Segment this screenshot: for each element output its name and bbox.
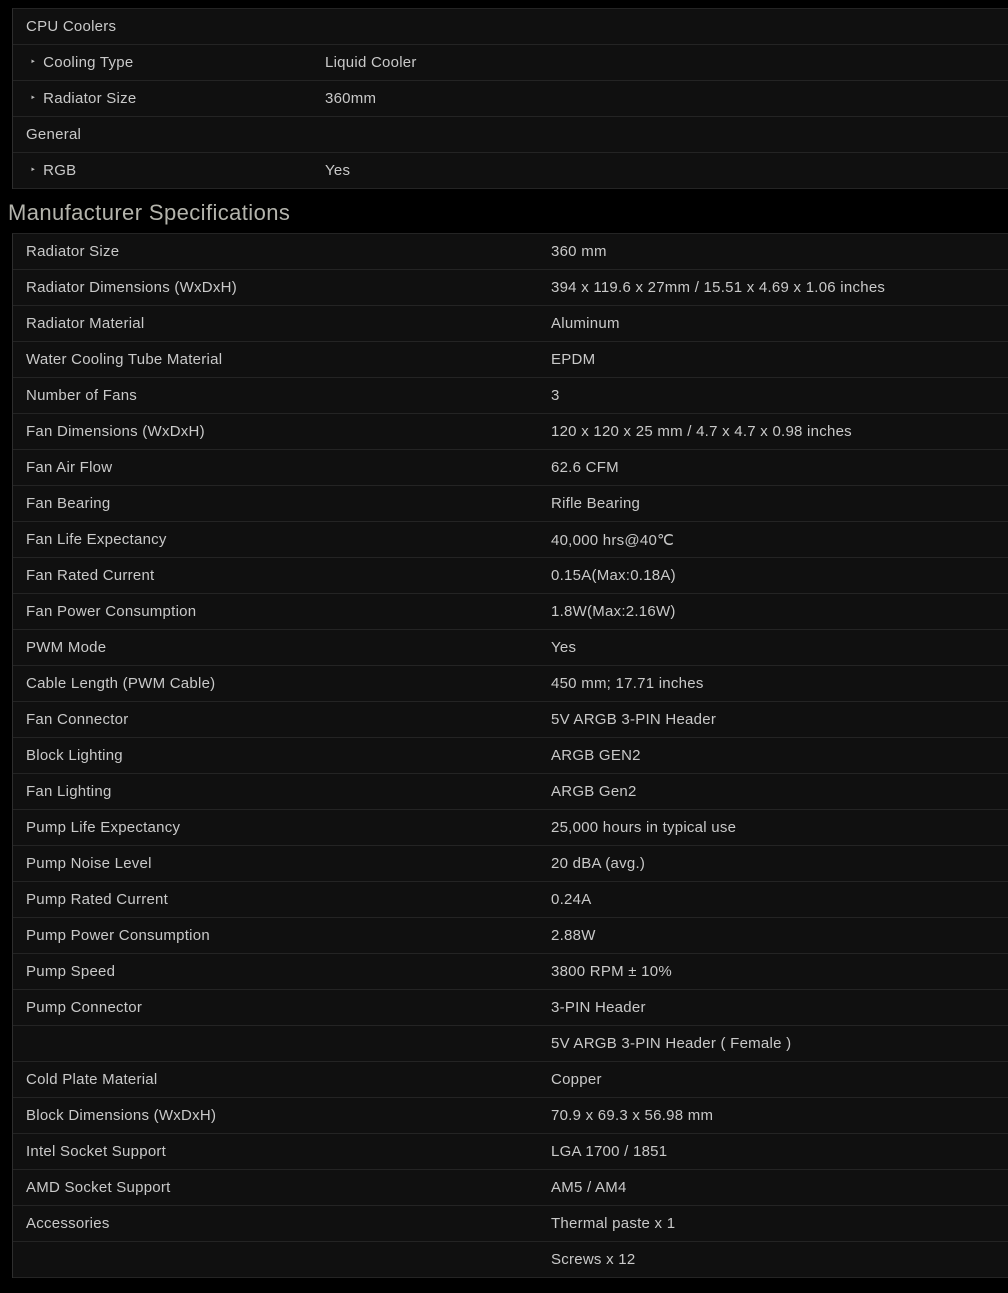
spec-row — [13, 558, 1008, 594]
attribute-row — [13, 153, 1008, 189]
spec-value: 3800 RPM ± 10% — [551, 963, 672, 980]
spec-row — [13, 810, 1008, 846]
attribute-label-cell — [13, 18, 116, 35]
spec-value: 3-PIN Header — [551, 999, 646, 1016]
spec-value: Yes — [551, 639, 577, 656]
spec-label: Block Lighting — [26, 747, 123, 764]
spec-value: 5V ARGB 3-PIN Header — [551, 711, 717, 728]
attribute-label-cell — [13, 90, 325, 107]
attribute-value: Yes — [325, 162, 351, 179]
spec-value: 20 dBA (avg.) — [551, 855, 646, 872]
spec-row — [13, 666, 1008, 702]
spec-row — [13, 738, 1008, 774]
spec-label: Intel Socket Support — [26, 1143, 167, 1160]
spec-row — [13, 846, 1008, 882]
spec-row — [13, 918, 1008, 954]
spec-value: Thermal paste x 1 — [551, 1215, 676, 1232]
spec-label: Radiator Size — [26, 243, 120, 260]
spec-value: 62.6 CFM — [551, 459, 619, 476]
spec-label: AMD Socket Support — [26, 1179, 171, 1196]
spec-row — [13, 378, 1008, 414]
spec-value: Screws x 12 — [551, 1251, 636, 1268]
product-attributes-table — [12, 8, 1008, 189]
bullet-arrow-icon: ‣ — [30, 92, 37, 104]
spec-value: 5V ARGB 3-PIN Header ( Female ) — [551, 1035, 792, 1052]
spec-label: Fan Lighting — [26, 783, 112, 800]
manufacturer-specifications-heading: Manufacturer Specifications — [8, 200, 291, 225]
spec-label: Pump Noise Level — [26, 855, 152, 872]
spec-label: Fan Life Expectancy — [26, 531, 167, 548]
spec-row — [13, 1242, 1008, 1278]
spec-value: 0.15A(Max:0.18A) — [551, 567, 676, 584]
attribute-row — [13, 9, 1008, 45]
attribute-label: CPU Coolers — [26, 18, 117, 35]
attribute-value: 360mm — [325, 90, 377, 107]
spec-value: LGA 1700 / 1851 — [551, 1143, 668, 1160]
spec-label: Fan Power Consumption — [26, 603, 197, 620]
spec-row — [13, 270, 1008, 306]
manufacturer-specifications-table — [12, 233, 1008, 1278]
bullet-arrow-icon: ‣ — [30, 56, 37, 68]
spec-row — [13, 414, 1008, 450]
spec-label: Pump Connector — [26, 999, 143, 1016]
spec-value: EPDM — [551, 351, 596, 368]
spec-label: Radiator Material — [26, 315, 145, 332]
spec-value: 3 — [551, 387, 560, 404]
spec-row — [13, 954, 1008, 990]
spec-value: Aluminum — [551, 315, 620, 332]
spec-label: Pump Rated Current — [26, 891, 169, 908]
spec-value: 394 x 119.6 x 27mm / 15.51 x 4.69 x 1.06 inches — [551, 279, 886, 296]
attribute-value: Liquid Cooler — [325, 54, 417, 71]
spec-label: PWM Mode — [26, 639, 107, 656]
spec-row — [13, 1098, 1008, 1134]
spec-value: Copper — [551, 1071, 602, 1088]
spec-label: Water Cooling Tube Material — [26, 351, 223, 368]
spec-label: Pump Life Expectancy — [26, 819, 181, 836]
spec-label: Fan Connector — [26, 711, 129, 728]
attribute-label: Cooling Type — [43, 54, 134, 71]
attribute-row — [13, 117, 1008, 153]
spec-row — [13, 630, 1008, 666]
spec-value: Rifle Bearing — [551, 495, 641, 512]
spec-value: 2.88W — [551, 927, 596, 944]
spec-label: Pump Speed — [26, 963, 116, 980]
spec-row — [13, 522, 1008, 558]
bullet-arrow-icon: ‣ — [30, 164, 37, 176]
spec-value: AM5 / AM4 — [551, 1179, 627, 1196]
spec-row — [13, 486, 1008, 522]
spec-value: 450 mm; 17.71 inches — [551, 675, 704, 692]
spec-label: Cable Length (PWM Cable) — [26, 675, 216, 692]
spec-label: Radiator Dimensions (WxDxH) — [26, 279, 237, 296]
spec-label: Cold Plate Material — [26, 1071, 158, 1088]
spec-value: 360 mm — [551, 243, 607, 260]
spec-row — [13, 234, 1008, 270]
spec-label: Number of Fans — [26, 387, 138, 404]
spec-label: Block Dimensions (WxDxH) — [26, 1107, 217, 1124]
spec-label: Fan Dimensions (WxDxH) — [26, 423, 205, 440]
spec-label: Fan Bearing — [26, 495, 111, 512]
spec-row — [13, 1134, 1008, 1170]
spec-label: Accessories — [26, 1215, 110, 1232]
spec-row — [13, 594, 1008, 630]
spec-value: 25,000 hours in typical use — [551, 819, 737, 836]
spec-row — [13, 342, 1008, 378]
spec-value: ARGB Gen2 — [551, 783, 637, 800]
spec-value: 1.8W(Max:2.16W) — [551, 603, 676, 620]
spec-label: Fan Air Flow — [26, 459, 113, 476]
attribute-label-cell — [13, 126, 81, 143]
attribute-label: General — [26, 126, 82, 143]
spec-value: 70.9 x 69.3 x 56.98 mm — [551, 1107, 714, 1124]
attribute-label: Radiator Size — [43, 90, 137, 107]
attribute-label: RGB — [43, 162, 77, 179]
attribute-row — [13, 45, 1008, 81]
attribute-row — [13, 81, 1008, 117]
attribute-label-cell — [13, 54, 325, 71]
spec-row — [13, 1206, 1008, 1242]
spec-value: 40,000 hrs@40℃ — [551, 531, 675, 549]
spec-row — [13, 1062, 1008, 1098]
spec-row — [13, 702, 1008, 738]
attribute-label-cell — [13, 162, 325, 179]
spec-row — [13, 306, 1008, 342]
spec-row — [13, 1026, 1008, 1062]
spec-row — [13, 990, 1008, 1026]
spec-value: ARGB GEN2 — [551, 747, 641, 764]
spec-value: 0.24A — [551, 891, 592, 908]
spec-row — [13, 450, 1008, 486]
spec-row — [13, 1170, 1008, 1206]
spec-row — [13, 882, 1008, 918]
product-spec-page — [0, 8, 1008, 1293]
spec-value: 120 x 120 x 25 mm / 4.7 x 4.7 x 0.98 inches — [551, 423, 852, 440]
spec-row — [13, 774, 1008, 810]
spec-label: Pump Power Consumption — [26, 927, 210, 944]
spec-label: Fan Rated Current — [26, 567, 155, 584]
